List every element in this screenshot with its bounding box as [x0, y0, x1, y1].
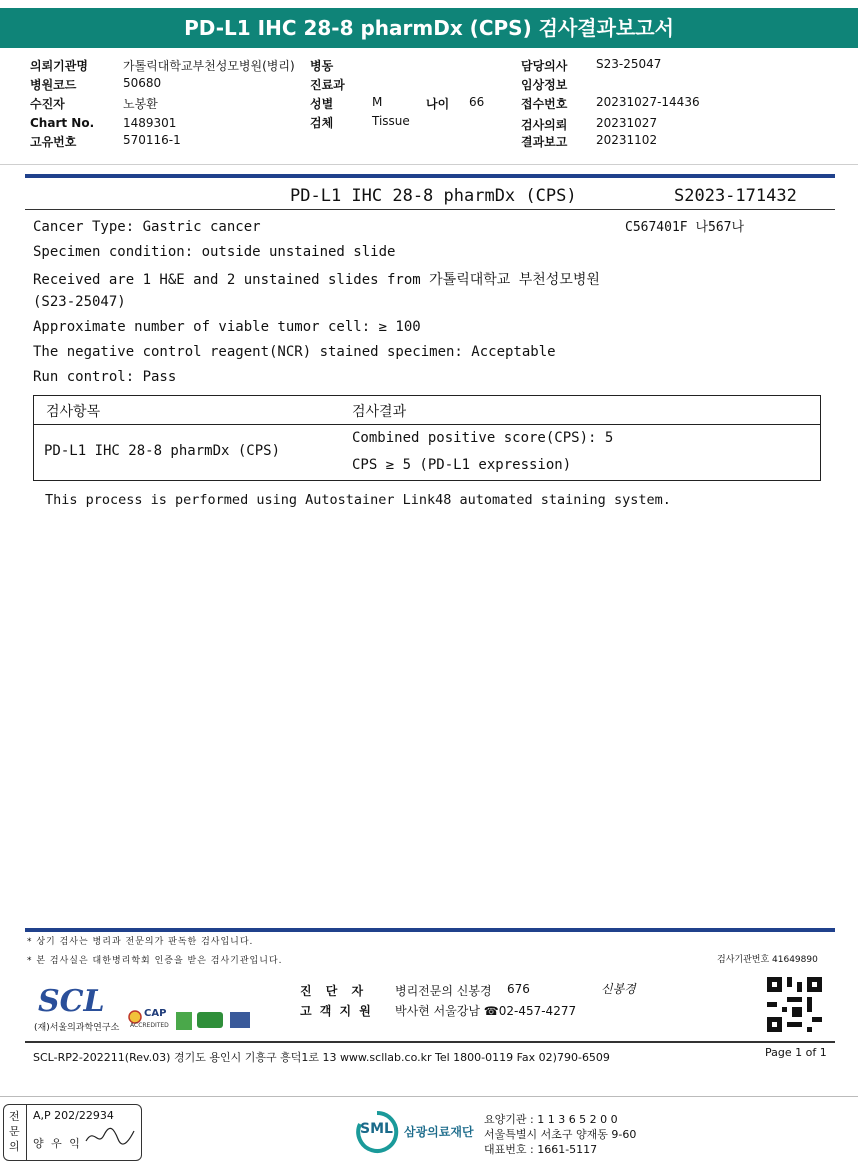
hospital-code-label: 병원코드: [30, 78, 77, 92]
header-separator: [0, 164, 858, 165]
sml-name: 삼광의료재단: [404, 1125, 474, 1139]
sex-value: M: [372, 95, 383, 109]
report-id: S2023-171432: [674, 186, 797, 206]
page-number: Page 1 of 1: [765, 1046, 827, 1059]
institution-label: 의뢰기관명: [30, 59, 88, 73]
age-label: 나이: [426, 97, 450, 111]
diagnoser-label: 진 단 자: [300, 984, 364, 998]
handwritten-signature-icon: [84, 1125, 136, 1149]
department-label: 진료과: [310, 78, 345, 92]
tumor-cell-line: Approximate number of viable tumor cell: ≥ 100: [33, 319, 421, 335]
col-test-item-header: 검사항목: [46, 404, 101, 420]
specimen-value: Tissue: [372, 114, 410, 128]
receipt-no-value: 20231027-14436: [596, 95, 700, 109]
stamp-side-label: 전문의: [9, 1110, 20, 1153]
recipient-label: 수진자: [30, 97, 65, 111]
specialist-stamp: [3, 1104, 142, 1161]
ward-label: 병동: [310, 59, 334, 73]
institution-value: 가톨릭대학교부천성모병원(병리): [123, 59, 295, 73]
report-date-label: 결과보고: [521, 135, 568, 149]
stamp-line-2: 양 우 익: [33, 1137, 80, 1150]
cancer-type-line: Cancer Type: Gastric cancer: [33, 219, 261, 235]
report-code: C567401F 나567나: [625, 220, 745, 235]
chart-label: Chart No.: [30, 116, 95, 130]
report-title-underline: [25, 209, 835, 210]
hospital-code-value: 50680: [123, 76, 162, 90]
specimen-condition-line: Specimen condition: outside unstained slide: [33, 244, 396, 260]
sex-label: 성별: [310, 97, 334, 111]
col-test-result-header: 검사결과: [352, 404, 407, 420]
footer-note-1: * 상기 검사는 병리과 전문의가 판독한 검사입니다.: [27, 937, 254, 947]
diagnoser-number: 676: [507, 982, 530, 996]
result-cps-score: Combined positive score(CPS): 5: [352, 430, 614, 446]
bottom-separator: [0, 1096, 858, 1097]
result-cps-expression: CPS ≥ 5 (PD-L1 expression): [352, 457, 572, 473]
footer-address: SCL-RP2-202211(Rev.03) 경기도 용인시 기흥구 흥덕1로 13 www.scllab.co.kr Tel 1800-0119 Fax 02)790-6509: [33, 1051, 610, 1064]
receipt-no-label: 접수번호: [521, 97, 568, 111]
test-item-cell: PD-L1 IHC 28-8 pharmDx (CPS): [44, 443, 281, 459]
scl-logo-text: SCL: [38, 984, 105, 1019]
accreditation-logo-1: [176, 1012, 192, 1030]
support-value: 박사현 서울강남 ☎02-457-4277: [395, 1004, 577, 1018]
diagnoser-value: 병리전문의 신봉경: [395, 984, 492, 998]
stamp-line-1: A,P 202/22934: [33, 1109, 114, 1122]
ncr-line: The negative control reagent(NCR) stained specimen: Acceptable: [33, 344, 556, 360]
request-label: 검사의뢰: [521, 118, 568, 132]
clinical-label: 임상정보: [521, 78, 568, 92]
report-top-bar: [25, 174, 835, 178]
footer-divider: [25, 1041, 835, 1043]
sml-logo-text: SML: [360, 1121, 393, 1137]
run-control-line: Run control: Pass: [33, 369, 177, 385]
received-id-line: (S23-25047): [33, 294, 126, 310]
specimen-label: 검체: [310, 116, 334, 130]
received-line: Received are 1 H&E and 2 unstained slides from 가톨릭대학교 부천성모병원: [33, 272, 600, 288]
footer-note-2: * 본 검사실은 대한병리학회 인증을 받은 검사기관입니다.: [27, 956, 283, 966]
process-note: This process is performed using Autostainer Link48 automated staining system.: [45, 492, 671, 508]
scl-name: (재)서울의과학연구소: [34, 1023, 120, 1033]
unique-value: 570116-1: [123, 133, 181, 147]
footer-top-bar: [25, 928, 835, 932]
report-date-value: 20231102: [596, 133, 658, 147]
qr-code-icon: [767, 977, 822, 1032]
report-title: PD-L1 IHC 28-8 pharmDx (CPS) 검사결과보고서: [0, 8, 858, 48]
result-table: [33, 395, 821, 481]
diagnoser-signature: 신봉경: [601, 982, 636, 996]
cap-accredited-logo: [128, 1008, 176, 1032]
cap-sub: ACCREDITED: [130, 1022, 169, 1029]
sml-info-2: 서울특별시 서초구 양재동 9-60: [484, 1128, 637, 1141]
sml-info-1: 요양기관 : 1 1 3 6 5 2 0 0: [484, 1113, 618, 1126]
doctor-label: 담당의사: [521, 59, 568, 73]
unique-label: 고유번호: [30, 135, 77, 149]
recipient-value: 노봉환: [123, 97, 158, 111]
result-table-header: [34, 396, 820, 425]
institution-number: 검사기관번호 41649890: [717, 955, 818, 965]
test-title: PD-L1 IHC 28-8 pharmDx (CPS): [290, 186, 577, 206]
chart-value: 1489301: [123, 116, 177, 130]
age-value: 66: [469, 95, 485, 109]
accreditation-logo-3: [230, 1012, 250, 1028]
doctor-value: S23-25047: [596, 57, 662, 71]
support-label: 고 객 지 원: [300, 1004, 371, 1018]
accreditation-logo-2: [197, 1012, 223, 1028]
request-value: 20231027: [596, 116, 658, 130]
cap-label: CAP: [144, 1008, 167, 1019]
sml-info-3: 대표번호 : 1661-5117: [484, 1143, 598, 1156]
